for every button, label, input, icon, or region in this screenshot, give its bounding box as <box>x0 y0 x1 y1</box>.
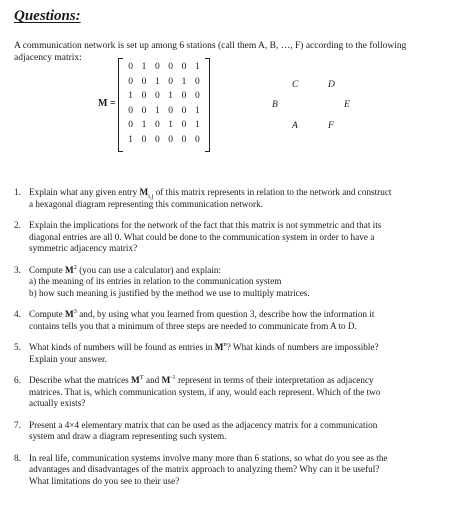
question-line: Explain the implications for the network of the fact that this matrix is not symmetric and that its <box>29 220 382 230</box>
question-line: a) the meaning of its entries in relation to the communication system <box>29 276 282 286</box>
matrix-entry: 0 <box>141 76 147 87</box>
question-list <box>14 187 466 497</box>
matrix-entry: 1 <box>168 120 174 130</box>
station-label-c: C <box>292 80 299 90</box>
question-number: 7. <box>14 419 21 430</box>
question-text <box>29 187 466 210</box>
matrix-entry: 0 <box>154 62 160 72</box>
matrix-entry: 1 <box>168 91 174 101</box>
matrix-entry: 0 <box>181 134 187 145</box>
matrix-entry: 0 <box>128 120 134 130</box>
question-line: Compute $M^3$ and, by using what you learned from question 3, describe how the information it <box>29 307 375 319</box>
matrix-entry: 0 <box>154 120 160 130</box>
question-item <box>14 187 466 210</box>
intro-line: adjacency matrix: <box>14 53 82 63</box>
question-text <box>29 375 466 410</box>
question-line: Describe what the matrices $M^T$ and $M^{-1}$ represent in terms of their interpretation as adjacency <box>29 373 374 385</box>
matrix-entry: 0 <box>128 105 134 116</box>
question-line: advantages and disadvantages of the matrix approach to analyzing them? Why can it be useful? <box>29 464 380 474</box>
matrix-entry: 1 <box>194 62 200 72</box>
question-line: matrices. That is, which communication system, if any, would each represent. Which of the two <box>29 386 381 397</box>
question-line: What kinds of numbers will be found as entries in $M^n$? What kinds of numbers are impossible? <box>29 340 379 352</box>
matrix-entry: 0 <box>194 134 200 145</box>
matrix-grid <box>124 60 204 147</box>
question-item <box>14 453 466 488</box>
matrix-entry: 0 <box>128 62 134 72</box>
question-line: symmetric adjacency matrix? <box>29 243 138 253</box>
question-line: contains tells you that a minimum of three steps are needed to communicate from A to D. <box>29 320 357 331</box>
station-label-b: B <box>272 100 278 110</box>
matrix-entry: 1 <box>154 76 160 87</box>
question-number: 1. <box>14 187 21 197</box>
intro-line: A communication network is set up among 6 stations (call them A, B, …, F) according to the following <box>14 41 407 51</box>
matrix-entry: 0 <box>181 91 187 101</box>
matrix-entry: 0 <box>154 91 160 101</box>
matrix-entry: 0 <box>154 134 160 145</box>
matrix-entry: 0 <box>141 105 147 116</box>
matrix-entry: 0 <box>128 76 134 87</box>
question-item <box>14 220 466 255</box>
question-line: system and draw a diagram representing such system. <box>29 431 227 441</box>
station-label-e: E <box>344 100 350 110</box>
intro-paragraph <box>14 40 462 64</box>
matrix-entry: 0 <box>168 105 174 116</box>
question-item <box>14 342 466 365</box>
question-text <box>29 342 466 365</box>
question-line: What limitations do you see to their use? <box>29 475 180 486</box>
question-line: diagonal entries are all 0. What could be done to the communication system in order to have a <box>29 231 375 242</box>
question-item <box>14 309 466 332</box>
question-line: b) how such meaning is justified by the method we use to multiply matrices. <box>29 287 310 298</box>
question-item <box>14 375 466 410</box>
question-number: 6. <box>14 375 21 385</box>
question-number: 8. <box>14 452 21 463</box>
question-line: a hexagonal diagram representing this communication network. <box>29 198 263 209</box>
matrix-entry: 1 <box>181 76 187 87</box>
question-item <box>14 420 466 443</box>
matrix-entry: 1 <box>141 120 147 130</box>
question-line: Compute $M^2$ (you can use a calculator) and explain: <box>29 263 222 275</box>
question-text <box>29 420 466 443</box>
question-number: 5. <box>14 342 21 352</box>
question-line: Explain your answer. <box>29 353 107 364</box>
matrix-entry: 0 <box>168 62 174 72</box>
matrix-entry: 0 <box>141 134 147 145</box>
matrix-entry: 1 <box>128 91 134 101</box>
matrix-label: M = <box>98 98 116 109</box>
matrix-entry: 0 <box>194 76 200 87</box>
matrix-entry: 1 <box>194 120 200 130</box>
question-number: 3. <box>14 264 21 275</box>
matrix-right-bracket <box>205 58 210 152</box>
question-line: In real life, communication systems involve many more than 6 stations, so what do you see as the <box>29 452 388 463</box>
question-line: actually exists? <box>29 398 86 408</box>
matrix-entry: 0 <box>181 120 187 130</box>
matrix-entry: 0 <box>181 105 187 116</box>
station-label-d: D <box>328 80 335 90</box>
question-line: Explain what any given entry $M_{i,j}$ of this matrix represents in relation to the network and construct <box>29 187 392 200</box>
matrix-left-bracket <box>118 58 123 152</box>
matrix-entry: 0 <box>168 134 174 145</box>
page-heading: Questions: <box>14 8 81 24</box>
question-line: Present a 4×4 elementary matrix that can be used as the adjacency matrix for a communication <box>29 419 378 430</box>
question-number: 4. <box>14 309 21 319</box>
station-label-f: F <box>328 121 334 131</box>
station-label-a: A <box>292 121 298 131</box>
matrix-entry: 1 <box>194 105 200 116</box>
matrix-entry: 0 <box>194 91 200 101</box>
matrix-entry: 1 <box>141 62 147 72</box>
question-text <box>29 309 466 332</box>
adjacency-matrix <box>118 58 210 150</box>
matrix-entry: 0 <box>181 62 187 72</box>
question-text <box>29 453 466 488</box>
matrix-entry: 1 <box>154 105 160 116</box>
matrix-entry: 0 <box>141 91 147 101</box>
matrix-entry: 0 <box>168 76 174 87</box>
question-item <box>14 265 466 300</box>
question-text <box>29 220 466 255</box>
question-text <box>29 265 466 300</box>
question-number: 2. <box>14 220 21 230</box>
matrix-entry: 1 <box>128 134 134 145</box>
